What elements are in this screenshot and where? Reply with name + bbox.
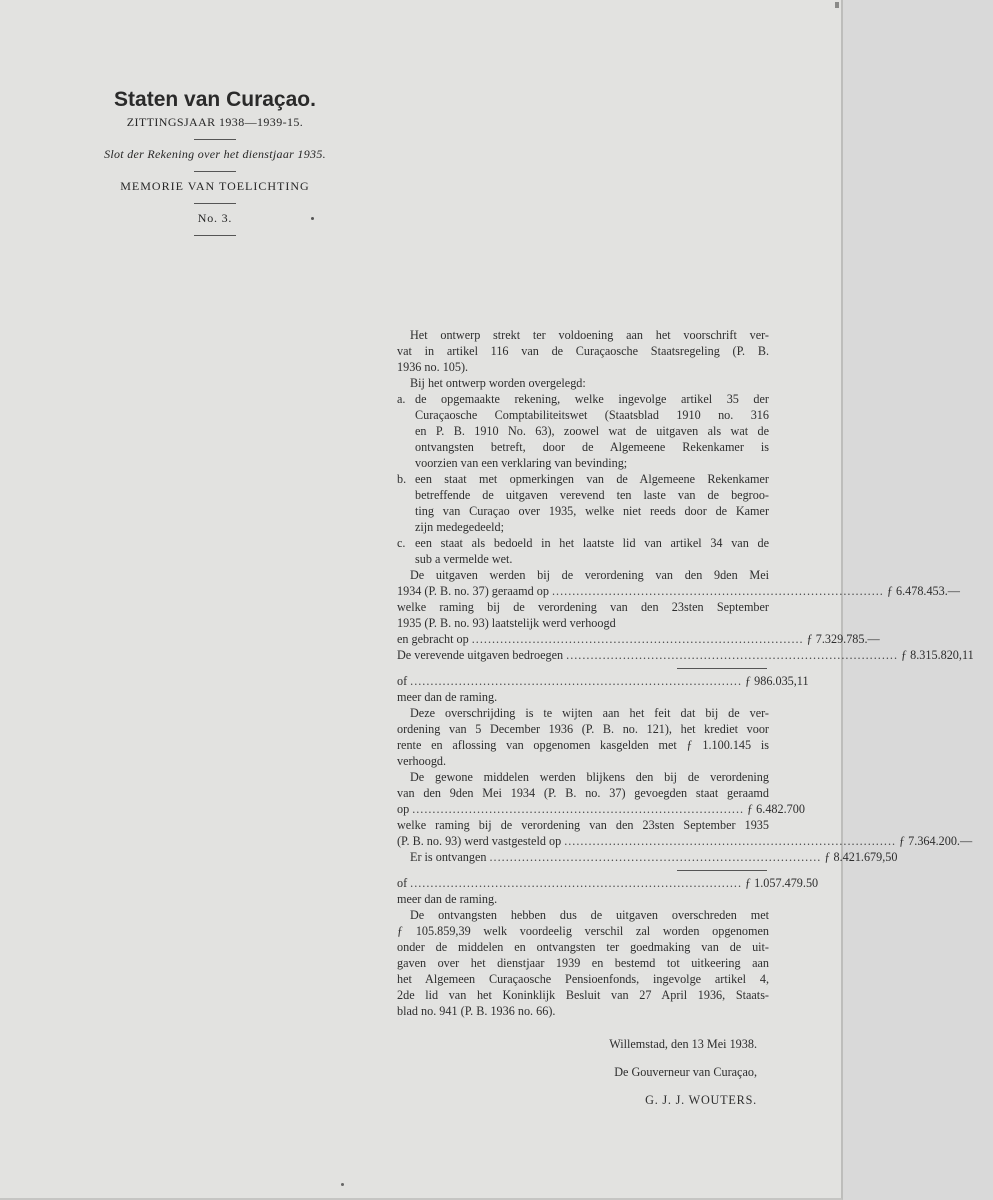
text-line: Deze overschrijding is te wijten aan het feit dat bij de ver- [410, 706, 769, 720]
text-line: het Algemeen Curaçaosche Pensioenfonds, ingevolge artikel 4, [397, 972, 769, 986]
text-line: en P. B. 1910 No. 63), zoowel wat de uitgaven als wat de [415, 424, 769, 438]
text-line: verhoogd. [397, 754, 447, 768]
text-line: De gewone middelen werden blijkens den bij de verordening [410, 770, 769, 784]
text-line: blad no. 941 (P. B. 1936 no. 66). [397, 1004, 556, 1018]
amount-value: ƒ 7.364.200.— [899, 834, 973, 848]
text-line: Curaçaosche Comptabiliteitswet (Staatsblad 1910 no. 316 [415, 408, 769, 422]
text-line: De uitgaven werden bij de verordening van den 9den Mei [410, 568, 769, 582]
header-divider [194, 235, 236, 236]
list-item-a [397, 391, 769, 471]
text-line: voorzien van een verklaring van bevinding; [415, 456, 628, 470]
amount-label: en gebracht op [397, 632, 469, 646]
amount-value: ƒ 8.421.679,50 [824, 850, 898, 864]
text-line: onder de middelen en ontvangsten ter goedmaking van de uit- [397, 940, 769, 954]
amount-label: 1934 (P. B. no. 37) geraamd op [397, 584, 549, 598]
dot-leader: .................................................................................. [564, 834, 897, 848]
text-line: gaven over het dienstjaar 1939 en bestemd tot uitkeering aan [397, 956, 769, 970]
amount-label: De verevende uitgaven bedroegen [397, 648, 564, 662]
text-line: rente en aflossing van opgenomen kasgelden met ƒ 1.100.145 is [397, 738, 769, 752]
text-line: ordening van 5 December 1936 (P. B. no. 121), het krediet voor [397, 722, 769, 736]
text-line: ting van Curaçao over 1935, welke niet reeds door de Kamer [415, 504, 769, 518]
text-line: vat in artikel 116 van de Curaçaosche Staatsregeling (P. B. [397, 344, 769, 358]
stray-mark [311, 217, 314, 220]
text-line: betreffende de uitgaven verevend ten laste van de begroo- [415, 488, 769, 502]
text-line: welke raming bij de verordening van den 23sten September 1935 [397, 818, 769, 832]
text-line: Bij het ontwerp worden overgelegd: [410, 376, 586, 390]
header-divider [194, 203, 236, 204]
text-line: zijn medegedeeld; [415, 520, 504, 534]
place-date: Willemstad, den 13 Mei 1938. [609, 1037, 757, 1051]
amount-row-fixed-revenue [397, 833, 973, 849]
text-line: een staat als bedoeld in het laatste lid van artikel 34 van de [415, 536, 769, 550]
amount-row-estimated-revenue [397, 801, 805, 817]
amount-value: ƒ 986.035,11 [745, 674, 809, 688]
amount-label: op [397, 802, 410, 816]
dot-leader: .................................................................................. [471, 632, 804, 646]
text-line: een staat met opmerkingen van de Algemeene Rekenkamer [415, 472, 769, 486]
amount-value: ƒ 6.478.453.— [886, 584, 960, 598]
sum-rule [677, 865, 769, 875]
amount-row-overrun [397, 673, 809, 689]
signatory-name: G. J. J. WOUTERS. [645, 1093, 757, 1107]
header-divider [194, 171, 236, 172]
amount-label: of [397, 876, 408, 890]
amount-value: ƒ 7.329.785.— [806, 632, 880, 646]
dot-leader: .................................................................................. [412, 802, 745, 816]
text-line: De ontvangsten hebben dus de uitgaven overschreden met [410, 908, 769, 922]
list-letter: c. [397, 536, 406, 550]
text-line: sub a vermelde wet. [415, 552, 513, 566]
text-line: 1936 no. 105). [397, 360, 469, 374]
dot-leader: .................................................................................. [410, 674, 742, 688]
amount-label: (P. B. no. 93) werd vastgesteld op [397, 834, 562, 848]
text-line: meer dan de raming. [397, 690, 498, 704]
amount-value: ƒ 1.057.479.50 [745, 876, 819, 890]
document-header [60, 86, 370, 242]
dot-leader: .................................................................................. [489, 850, 822, 864]
list-letter: b. [397, 472, 407, 486]
amount-value: ƒ 6.482.700 [747, 802, 805, 816]
document-title: Staten van Curaçao. [114, 88, 316, 111]
text-line: van den 9den Mei 1934 (P. B. no. 37) gevoegden staat geraamd [397, 786, 769, 800]
text-line: 1935 (P. B. no. 93) laatstelijk werd verhoogd [397, 616, 616, 630]
signatory-role: De Gouverneur van Curaçao, [614, 1065, 757, 1079]
text-line: meer dan de raming. [397, 892, 498, 906]
session-line: ZITTINGSJAAR 1938—1939-15. [126, 115, 304, 129]
amount-row-actual-expenses [397, 647, 974, 663]
amount-row-raised-estimate [397, 631, 880, 647]
page-corner-mark [835, 2, 839, 8]
text-line: ontvangsten betreft, door de Algemeene Rekenkamer is [415, 440, 769, 454]
document-number: No. 3. [197, 211, 233, 225]
dot-leader: .................................................................................. [552, 584, 884, 598]
list-letter: a. [397, 392, 406, 406]
memorandum-body [397, 327, 974, 1108]
list-item-c [397, 535, 769, 567]
text-line: ƒ 105.859,39 welk voordeelig verschil zal worden opgenomen [397, 924, 769, 938]
subject-line: Slot der Rekening over het dienstjaar 1935. [104, 147, 326, 161]
amount-label: of [397, 674, 408, 688]
sum-rule [677, 663, 769, 673]
header-divider [194, 139, 236, 140]
document-type: MEMORIE VAN TOELICHTING [120, 179, 310, 193]
text-line: Het ontwerp strekt ter voldoening aan het voorschrift ver- [410, 328, 769, 342]
amount-row-estimated-expenses [397, 583, 960, 599]
dot-leader: .................................................................................. [410, 876, 742, 890]
dot-leader: .................................................................................. [566, 648, 898, 662]
stray-mark [341, 1183, 344, 1186]
amount-row-received [397, 849, 898, 865]
amount-label: Er is ontvangen [410, 850, 487, 864]
amount-value: ƒ 8.315.820,11 [901, 648, 974, 662]
text-line: de opgemaakte rekening, welke ingevolge artikel 35 der [415, 392, 769, 406]
text-line: 2de lid van het Koninklijk Besluit van 27 April 1936, Staats- [397, 988, 769, 1002]
text-line: welke raming bij de verordening van den 23sten September [397, 600, 769, 614]
amount-row-surplus [397, 875, 819, 891]
list-item-b [397, 471, 769, 535]
